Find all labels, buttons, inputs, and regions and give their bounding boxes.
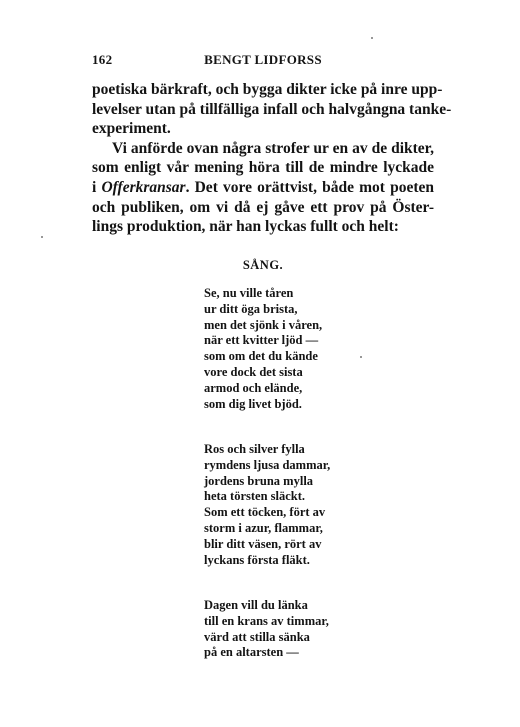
text-line: och publiken, om vi då ej gåve ett prov på Öster- (92, 198, 434, 216)
verse-line: som dig livet bjöd. (204, 396, 302, 411)
verse-line: jordens bruna mylla (204, 473, 314, 488)
paragraph (92, 80, 452, 139)
verse-line: lyckans första fläkt. (204, 552, 310, 567)
verse-line: Dagen vill du länka (204, 598, 308, 612)
text-line: lings produktion, när han lyckas fullt och helt: (92, 218, 399, 236)
verse-line: heta törsten släckt. (204, 489, 306, 504)
text-line: som enligt vår mening höra till de mindre lyckade (92, 159, 434, 177)
verse-line: men det sjönk i våren, (204, 317, 323, 332)
verse-line: värd att stilla sänka (204, 629, 310, 644)
print-speck (41, 236, 43, 238)
poem-stanza (204, 598, 329, 661)
text-line: Vi anförde ovan några strofer ur en av de dikter, (112, 139, 434, 157)
verse-line: när ett kvitter ljöd — (204, 333, 319, 348)
poem-stanza (204, 442, 330, 568)
verse-line: som om det du kände (204, 349, 318, 364)
text-line: levelser utan på tillfälliga infall och halvgångna tanke- (92, 100, 452, 118)
verse-line: rymdens ljusa dammar, (204, 457, 331, 472)
print-speck (360, 356, 362, 358)
verse-line: storm i azur, flammar, (204, 520, 323, 535)
verse-line: Se, nu ville tåren (204, 286, 294, 300)
verse-line: Som ett töcken, fört av (204, 505, 326, 520)
verse-line: vore dock det sista (204, 364, 303, 379)
text-line: poetiska bärkraft, och bygga dikter icke på inre upp- (92, 81, 443, 98)
paragraph (92, 139, 434, 237)
verse-line: blir ditt väsen, rört av (204, 536, 322, 551)
verse-line: till en krans av timmar, (204, 613, 329, 628)
verse-line: Ros och silver fylla (204, 442, 305, 456)
verse-line: armod och elände, (204, 380, 303, 395)
poem-title: SÅNG. (242, 258, 284, 272)
book-title: Offerkransar (101, 178, 186, 196)
verse-line: på en altarsten — (204, 645, 299, 660)
poem-stanza (204, 286, 322, 412)
prose-body (92, 80, 452, 237)
page-number: 162 (92, 52, 113, 67)
running-head: BENGT LIDFORSS (204, 52, 322, 67)
verse-line: ur ditt öga brista, (204, 301, 298, 316)
print-speck (371, 37, 373, 39)
text-line-with-title: i Offerkransar. Det vore orättvist, både mot poeten (92, 178, 434, 196)
text-line: experiment. (92, 120, 171, 138)
